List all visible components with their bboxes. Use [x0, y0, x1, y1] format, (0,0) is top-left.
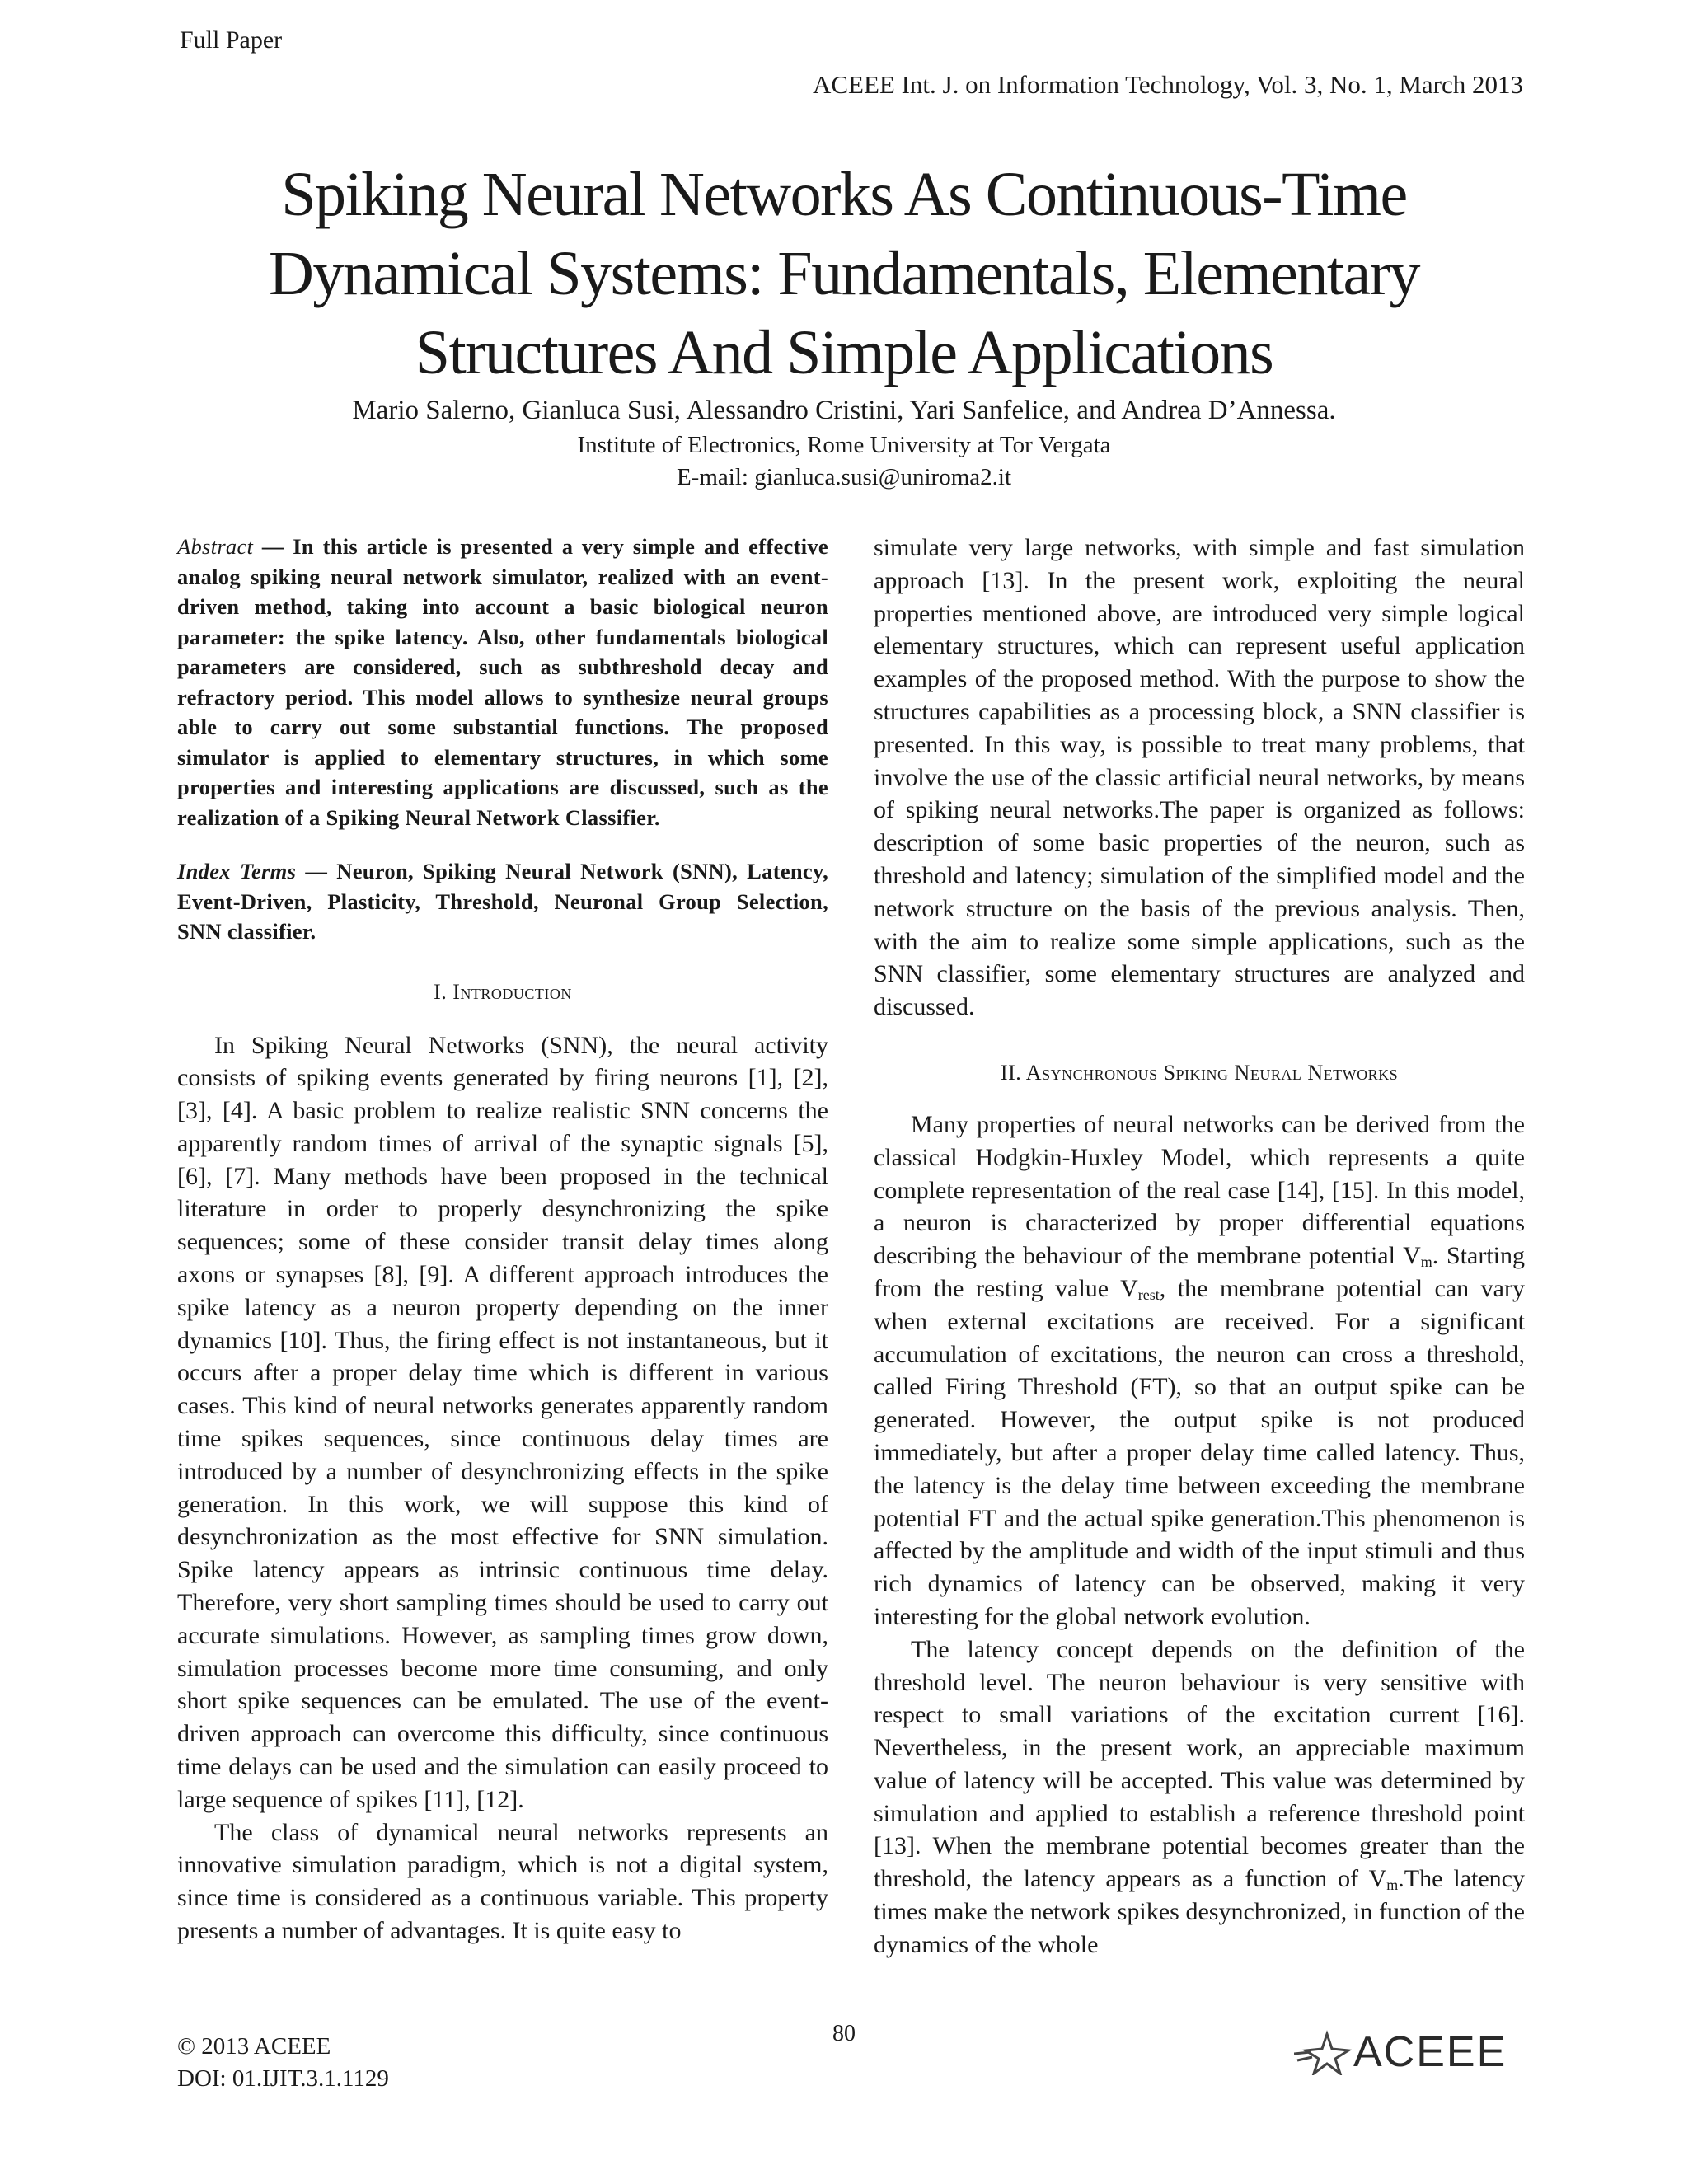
- abstract-label: Abstract: [177, 534, 254, 559]
- section-heading-asynchronous-snn: II. Asynchronous Spiking Neural Networks: [1000, 1060, 1399, 1085]
- contact-email: E-mail: gianluca.susi@uniroma2.it: [676, 464, 1012, 490]
- page-number: 80: [832, 2021, 856, 2046]
- title-line-3: Structures And Simple Applications: [415, 318, 1273, 387]
- asynchronous-snn-body: [874, 1108, 1525, 1961]
- paragraph: simulate very large networks, with simple and fast simulation approach [13]. In the present work, exploiting the neural properties mentioned above, are introduced very simple logical elementary structures, which can represent useful application examples of the proposed method. With the purpose to show the structures capabilities as a processing block, a SNN classifier is presented. In this way, is possible to treat many problems, that involve the use of the classic artificial neural networks, by means of spiking neural networks.The paper is organized as follows: description of some basic properties of the neuron, such as threshold and latency; simulation of the simplified model and the network structure on the basis of the previous analysis. Then, with the aim to realize some simple applications, such as the SNN classifier, some elementary structures are analyzed and discussed.: [874, 534, 1525, 1021]
- logo-text: ACEEE: [1353, 2028, 1507, 2076]
- doi: DOI: 01.IJIT.3.1.1129: [177, 2065, 389, 2092]
- title-line-2: Dynamical Systems: Fundamentals, Elementary: [268, 239, 1420, 308]
- author-list: Mario Salerno, Gianluca Susi, Alessandro Cristini, Yari Sanfelice, and Andrea D’Annessa.: [352, 396, 1336, 425]
- abstract: [177, 532, 828, 832]
- left-column: [177, 532, 828, 1947]
- introduction-body: [177, 1029, 828, 1947]
- publisher-logo: [1294, 2026, 1525, 2075]
- journal-citation: ACEEE Int. J. on Information Technology, Vol. 3, No. 1, March 2013: [812, 70, 1523, 99]
- paragraph: The class of dynamical neural networks represents an innovative simulation paradigm, which is not a digital system, since time is considered as a continuous variable. This property presents a number of advantages. It is quite easy to: [177, 1818, 828, 1945]
- introduction-body-continued: [874, 532, 1525, 1024]
- paper-title: [165, 155, 1523, 392]
- index-terms-text: — Neuron, Spiking Neural Network (SNN), Latency, Event-Driven, Plasticity, Threshold, Neuronal Group Selection, SNN classifier.: [177, 859, 828, 944]
- copyright-notice: © 2013 ACEEE: [177, 2033, 331, 2060]
- star-icon: [1294, 2026, 1352, 2075]
- title-line-1: Spiking Neural Networks As Continuous-Time: [281, 160, 1407, 229]
- index-terms: [177, 856, 828, 947]
- running-header-label: Full Paper: [180, 26, 283, 54]
- paragraph: The latency concept depends on the definition of the threshold level. The neuron behaviour is very sensitive with respect to small variations of the excitation current [16]. Nevertheless, in the present work, an appreciable maximum value of latency will be accepted. This value was determined by simulation and applied to establish a reference threshold point [13]. When the membrane potential becomes greater than the threshold, the latency appears as a function of $V_m.The$ latency times make the network spikes desynchronized, in function of the dynamics of the whole: [874, 1635, 1525, 1958]
- paragraph: Many properties of neural networks can be derived from the classical Hodgkin-Huxley Model, which represents a quite complete representation of the real case [14], [15]. In this model, a neuron is characterized by proper differential equations describing the behaviour of the membrane potential $V_m$. Starting from the resting value $V_{rest}$, the membrane potential can vary when external excitations are received. For a significant accumulation of excitations, the neuron can cross a threshold, called Firing Threshold (FT), so that an output spike can be generated. However, the output spike is not produced immediately, but after a proper delay time called latency. Thus, the latency is the delay time between exceeding the membrane potential FT and the actual spike generation.This phenomenon is affected by the amplitude and width of the input stimuli and thus rich dynamics of latency can be observed, making it very interesting for the global network evolution.: [874, 1110, 1525, 1630]
- paragraph: In Spiking Neural Networks (SNN), the neural activity consists of spiking events generated by firing neurons [1], [2], [3], [4]. A basic problem to realize realistic SNN concerns the apparently random times of arrival of the synaptic signals [5], [6], [7]. Many methods have been proposed in the technical literature in order to properly desynchronizing the spike sequences; some of these consider transit delay times along axons or synapses [8], [9]. A different approach introduces the spike latency as a neuron property depending on the inner dynamics [10]. Thus, the firing effect is not instantaneous, but it occurs after a proper delay time which is different in various cases. This kind of neural networks generates apparently random time spikes sequences, since continuous delay times are introduced by a number of desynchronizing effects in the spike generation. In this work, we will suppose this kind of desynchronization as the most effective for SNN simulation. Spike latency appears as intrinsic continuous time delay. Therefore, very short sampling times should be used to carry out accurate simulations. However, as sampling times grow down, simulation processes become more time consuming, and only short spike sequences can be emulated. The use of the event-driven approach can overcome this difficulty, since continuous time delays can be used and the simulation can easily proceed to large sequence of spikes [11], [12].: [177, 1031, 828, 1813]
- affiliation: Institute of Electronics, Rome University at Tor Vergata: [577, 432, 1111, 458]
- right-column: [874, 532, 1525, 1961]
- index-terms-label: Index Terms: [177, 859, 297, 883]
- section-heading-introduction: I. Introduction: [434, 979, 572, 1004]
- abstract-text: — In this article is presented a very simple and effective analog spiking neural network simulator, realized with an event-driven method, taking into account a basic biological neuron parameter: the spike latency. Also, other fundamentals biological parameters are considered, such as subthreshold decay and refractory period. This model allows to synthesize neural groups able to carry out some substantial functions. The proposed simulator is applied to elementary structures, in which some properties and interesting applications are discussed, such as the realization of a Spiking Neural Network Classifier.: [177, 534, 828, 830]
